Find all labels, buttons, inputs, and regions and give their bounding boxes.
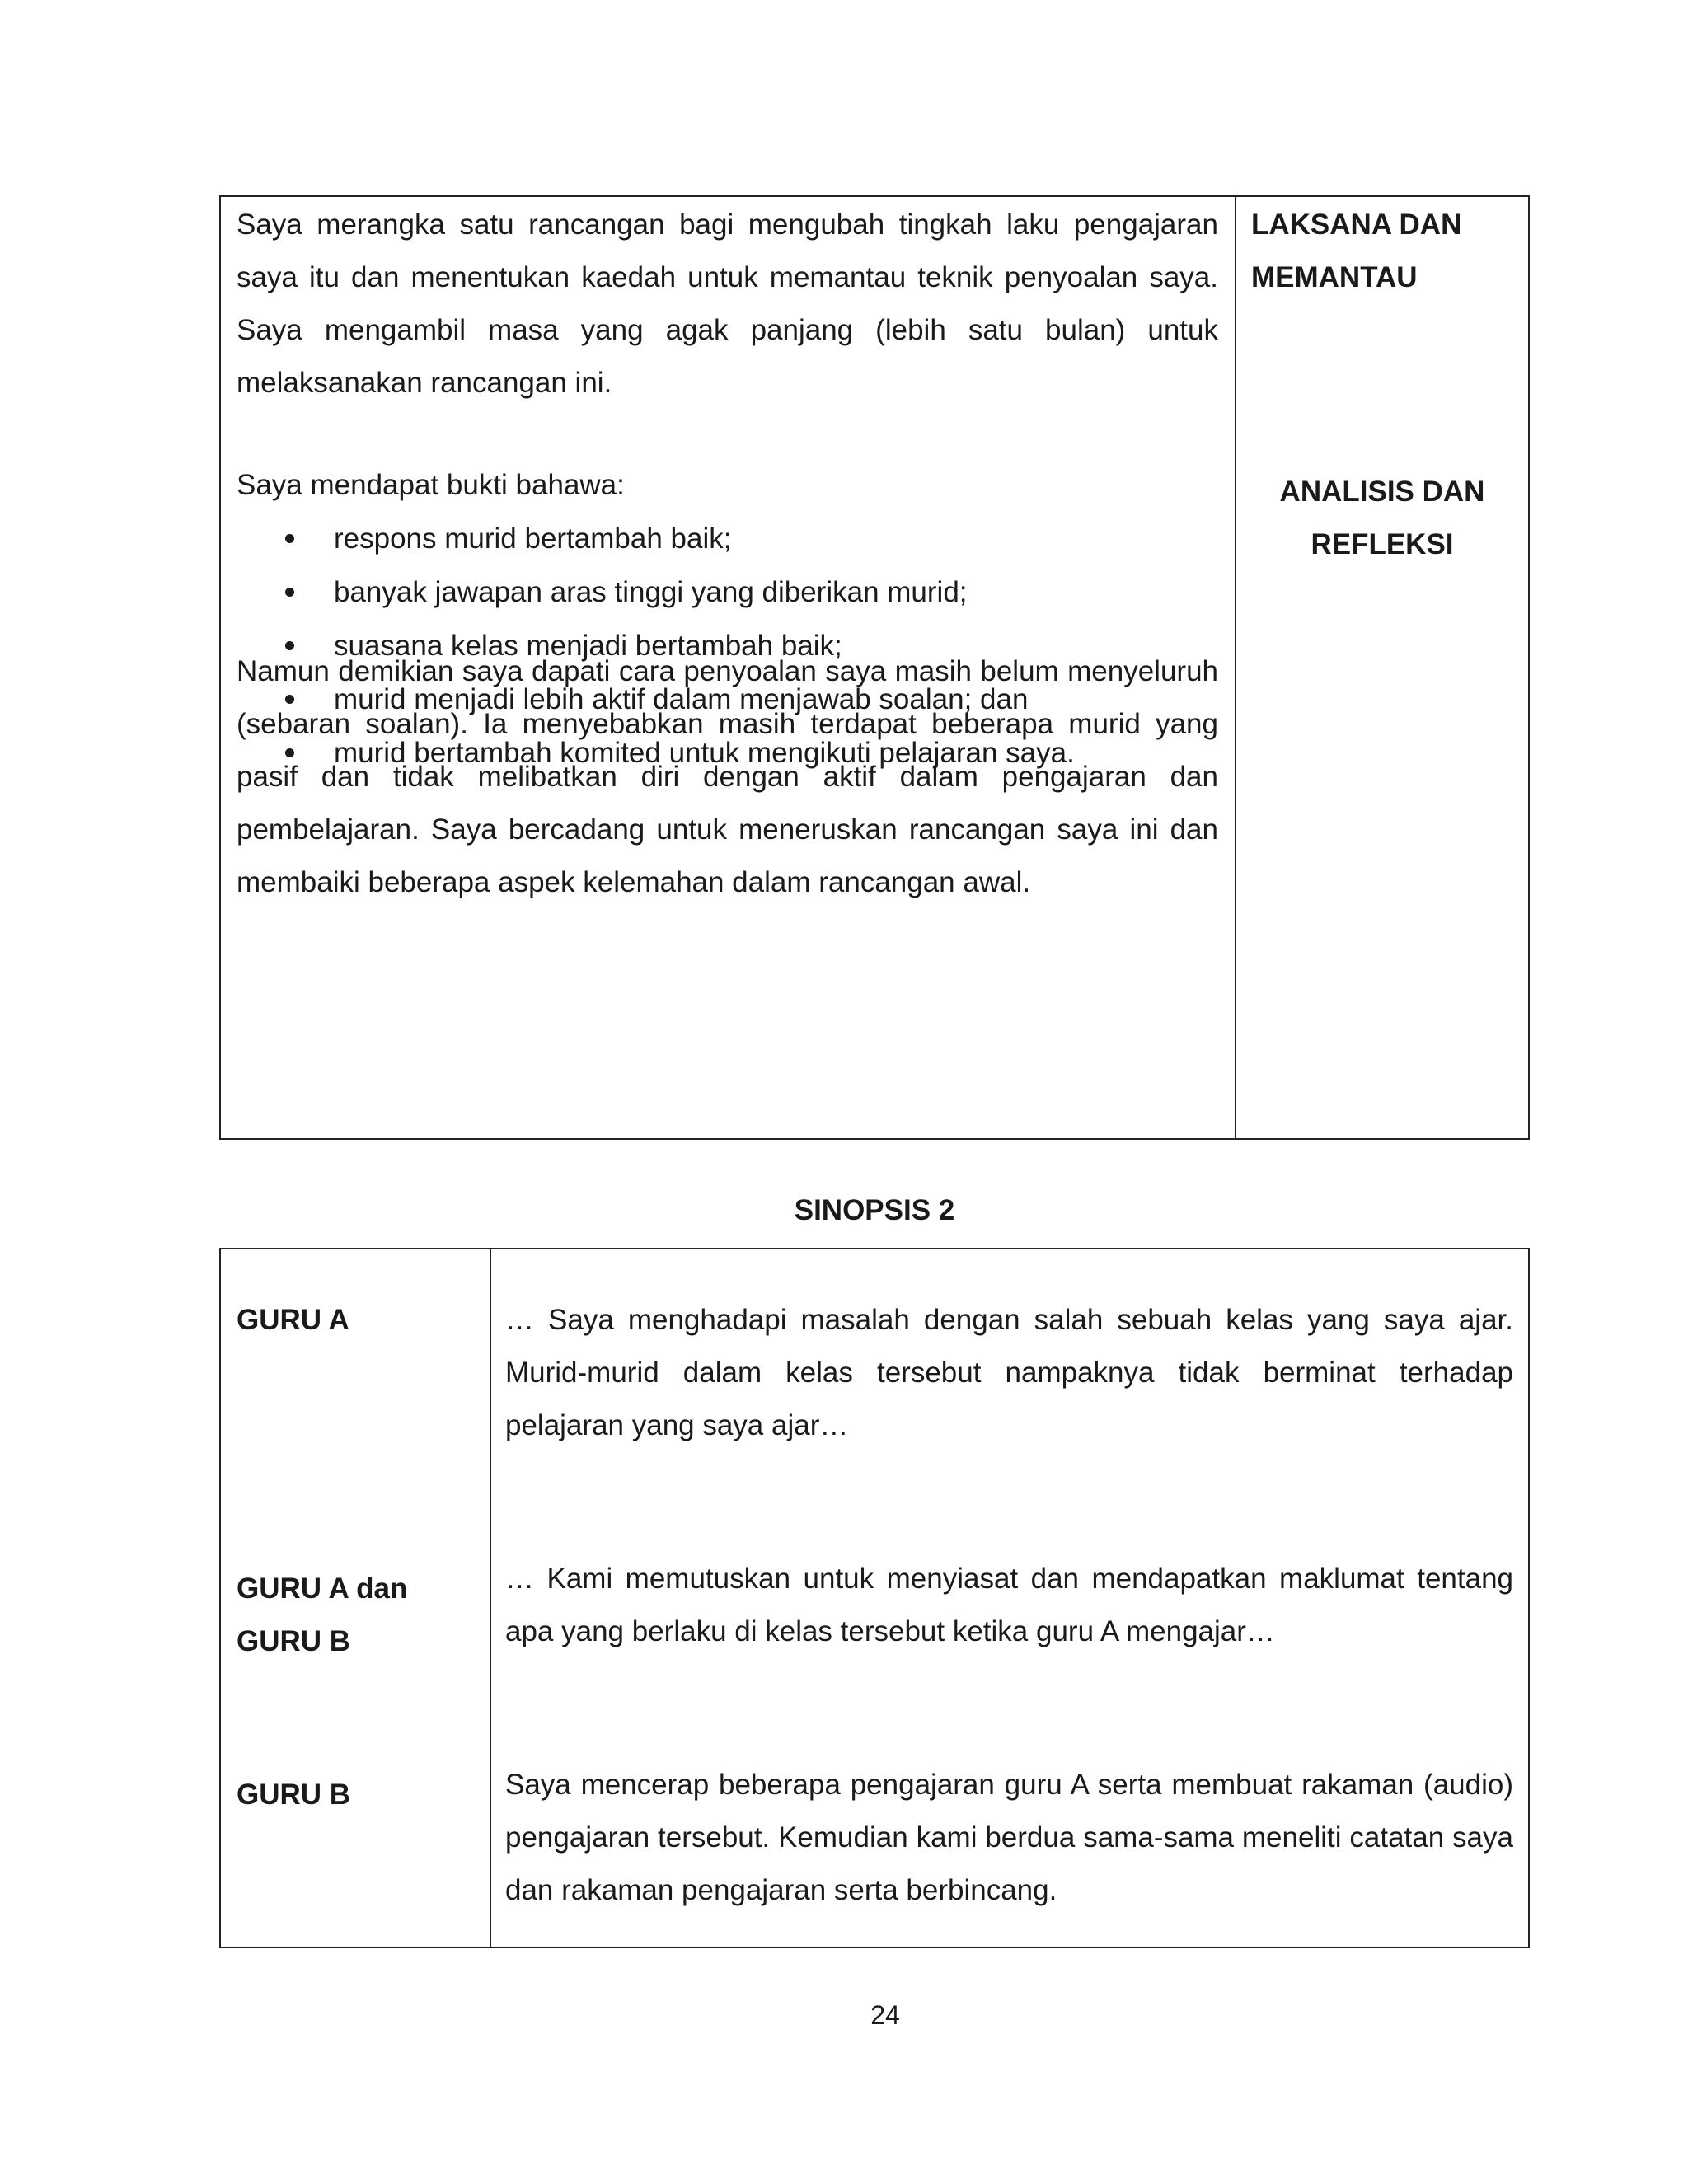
heading-laksana-memantau — [1251, 199, 1461, 304]
synopsis-table — [219, 1248, 1530, 1948]
list-item — [237, 512, 1075, 565]
plan-paragraph: Saya merangka satu rancangan bagi mengubah tingkah laku pengajaran saya itu dan menentukan kaedah untuk memantau teknik penyoalan saya. Saya mengambil masa yang agak panjang (lebih satu bulan) untuk melaksanakan rancangan ini. — [237, 209, 1218, 399]
speaker-label-line: GURU B — [237, 1779, 351, 1811]
reflection-paragraph: Namun demikian saya dapati cara penyoalan saya masih belum menyeluruh (sebaran soalan). Ia menyebabkan masih terdapat beberapa murid yang pasif dan tidak melibatkan diri dengan aktif dalam pengajaran dan pembelajaran. Saya bercadang untuk meneruskan rancangan saya ini dan membaiki beberapa aspek kelemahan dalam rancangan awal. — [237, 655, 1218, 898]
heading-analisis-refleksi — [1236, 466, 1528, 571]
speaker-text: … Saya menghadapi masalah dengan salah sebuah kelas yang saya ajar. Murid-murid dalam kelas tersebut nampaknya tidak berminat terhadap pelajaran yang saya ajar… — [505, 1304, 1513, 1441]
list-item-text: banyak jawapan aras tinggi yang diberikan murid; — [334, 576, 968, 608]
list-item-text: murid menjadi lebih aktif dalam menjawab soalan; dan — [334, 683, 1029, 715]
speaker-label — [237, 1294, 349, 1347]
heading-line: LAKSANA DAN — [1251, 209, 1462, 241]
list-item-text: respons murid bertambah baik; — [334, 523, 732, 555]
heading-line: ANALISIS DAN — [1279, 476, 1485, 508]
speaker-text: … Kami memutuskan untuk menyiasat dan mendapatkan maklumat tentang apa yang berlaku di kelas tersebut ketika guru A mengajar… — [505, 1563, 1513, 1647]
bullet-icon — [285, 534, 294, 543]
reflection-content-cell — [221, 197, 1236, 1138]
bullet-icon — [285, 588, 294, 597]
speaker-label-line: GURU A — [237, 1304, 349, 1336]
speaker-label-line: GURU B — [237, 1625, 351, 1657]
list-item-text: suasana kelas menjadi bertambah baik; — [334, 630, 842, 662]
phase-label-cell — [1236, 197, 1528, 1138]
page-number: 24 — [870, 2000, 900, 2030]
evidence-intro: Saya mendapat bukti bahawa: — [237, 469, 625, 501]
reflection-table — [219, 195, 1530, 1140]
heading-line: REFLEKSI — [1311, 528, 1454, 560]
speaker-label — [237, 1563, 407, 1668]
list-item — [237, 565, 1075, 619]
speaker-text: Saya mencerap beberapa pengajaran guru A serta membuat rakaman (audio) pengajaran tersebut. Kemudian kami berdua sama-sama meneliti catatan saya dan rakaman pengajaran serta berbincang. — [505, 1769, 1513, 1906]
heading-line: MEMANTAU — [1251, 261, 1418, 293]
column-divider — [490, 1249, 491, 1947]
list-item-text: murid bertambah komited untuk mengikuti pelajaran saya. — [334, 737, 1075, 769]
speaker-label-line: GURU A dan — [237, 1572, 408, 1605]
section-title: SINOPSIS 2 — [794, 1194, 955, 1226]
speaker-label — [237, 1769, 350, 1821]
